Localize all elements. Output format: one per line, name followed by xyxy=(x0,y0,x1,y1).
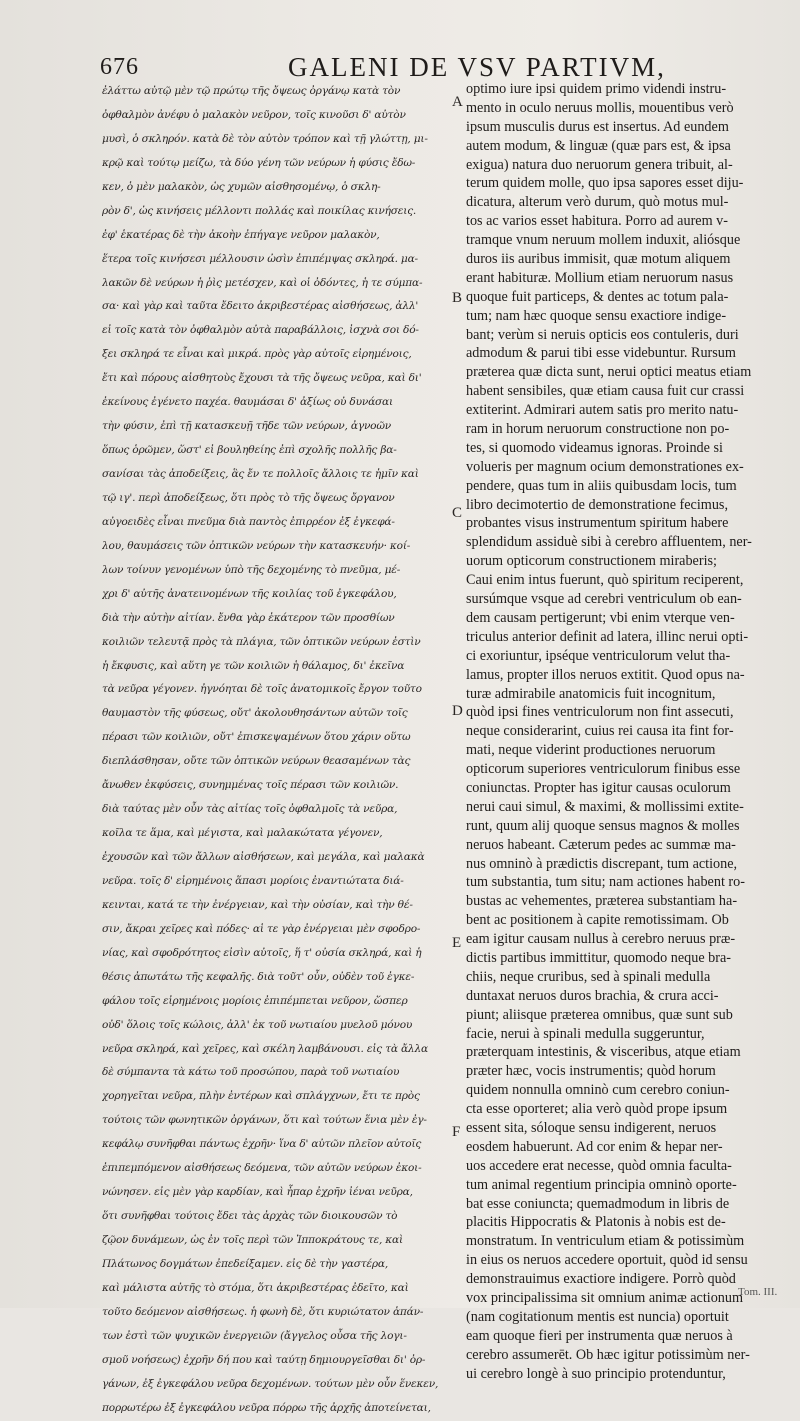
greek-text-line: θέσις ἀπωτάτω τῆς κεφαλῆς. διὰ τοῦτ' οὖν, οὐδὲν τοῦ ἐγκε- xyxy=(102,970,415,983)
latin-text-line: præterquam intestinis, & visceribus, atque etiam xyxy=(466,1044,741,1061)
greek-text-line: πέρασι τῶν κοιλιῶν, οὔτ' ἐπισκεψαμένων ὅτου χάριν οὕτω xyxy=(102,731,411,744)
greek-text-line: διὰ τὴν αὐτὴν αἰτίαν. ἔνθα γὰρ ἑκάτερον τῶν προσθίων xyxy=(102,611,395,624)
latin-text-line: demonstrauimus exactiore indigere. Porrò quòd xyxy=(466,1271,736,1288)
greek-text-line: σα· καὶ γὰρ καὶ ταῦτα ἔδειτο ἀκριβεστέρας αἰσθήσεως, ἀλλ' xyxy=(102,300,419,313)
greek-text-line: τούτοις τῶν φωνητικῶν ὀργάνων, ὅτι καὶ τούτων ἕνια μὲν ἐγ- xyxy=(102,1114,427,1127)
margin-letter-b: B xyxy=(452,290,463,306)
greek-text-line: τῷ ιγ'. περὶ ἀποδείξεως, ὅτι πρὸς τὸ τῆς ὄψεως ὄργανον xyxy=(102,491,395,504)
greek-text-line: ἐπιπεμπόμενον αἰσθήσεως δεόμενα, τῶν αὐτῶν νεύρων ἐκοι- xyxy=(102,1162,422,1175)
latin-text-line: eam quoque fieri per instrumenta quæ neruos à xyxy=(466,1327,733,1344)
latin-text-line: bant; verùm si neruis opticis eos contuleris, duri xyxy=(466,326,739,343)
greek-text-line: εἰ τοῖς κατὰ τὸν ὀφθαλμὸν αὐτὰ παραβάλλοις, ἰσχνὰ σοι δό- xyxy=(102,324,419,337)
greek-text-column xyxy=(102,80,446,1421)
greek-text-line: κρῷ καὶ τούτῳ μείζω, τὰ δύο γένη τῶν νεύρων ἡ φύσις ἔδω- xyxy=(102,156,416,169)
latin-text-line: dem causam pertigerunt; vbi enim vterque ven- xyxy=(466,609,735,626)
greek-text-line: σιν, ἄκραι χεῖρες καὶ πόδες· αἱ τε γὰρ ἐνέργειαι μὲν σφοδρο- xyxy=(102,922,421,935)
latin-text-line: probantes visus instrumentum spiritum habere xyxy=(466,515,729,532)
greek-text-line: λου, θαυμάσεις τῶν ὀπτικῶν νεύρων τὴν κατασκευήν· κοί- xyxy=(102,539,411,552)
greek-text-line: τοῦτο δεόμενον αἰσθήσεως. ἡ φωνὴ δὲ, ὅτι κυριώτατον ἁπάν- xyxy=(102,1305,424,1318)
greek-text-line: ὀφθαλμὸν ἀνέφυ ὁ μαλακὸν νεῦρον, τοῖς κινοῦσι δ' αὐτὸν xyxy=(102,108,406,121)
page-number: 676 xyxy=(100,54,139,80)
greek-text-line: ξει σκληρά τε εἶναι καὶ μικρά. πρὸς γὰρ αὐτοῖς εἰρημένοις, xyxy=(102,348,412,361)
latin-text-line: bustas ac vehementes, præterea substantiam ha- xyxy=(466,893,738,910)
latin-text-line: turæ admirabile anatomicis fuit incognitum, xyxy=(466,685,716,702)
latin-text-line: uos accedere erat necesse, quòd omnia faculta- xyxy=(466,1157,732,1174)
latin-text-line: optimo iure ipsi quidem primo videndi instru- xyxy=(466,81,727,97)
latin-text-line: cta esse oporteret; alia verò quòd prope ipsum xyxy=(466,1101,728,1118)
greek-text-line: τὴν φύσιν, ἐπὶ τῇ κατασκευῇ τῆδε τῶν νεύρων, ἀγνοῶν xyxy=(102,420,392,433)
greek-text-line: κεινται, κατά τε τὴν ἐνέργειαν, καὶ τὴν οὐσίαν, καὶ τὴν θέ- xyxy=(102,898,413,911)
greek-text-line: θαυμαστὸν τῆς φύσεως, οὔτ' ἀκολουθησάντων αὐτῶν τοῖς xyxy=(102,707,408,720)
greek-text-line: νεῦρα σκληρά, καὶ χεῖρες, καὶ σκέλη λαμβάνουσι. εἰς τὰ ἄλλα xyxy=(102,1042,428,1055)
latin-text-line: habent sensibiles, quæ etiam causa fuit cur crassi xyxy=(466,383,745,400)
latin-text-line: nus omninò à prædictis discrepant, tum actione, xyxy=(466,855,738,872)
greek-text-line: κεφάλῳ συνῆφθαι πάντως ἐχρῆν· ἵνα δ' αὐτῶν πλεῖον αὐτοῖς xyxy=(102,1138,422,1151)
latin-text-line: exigua) natura duo neruorum genera tribuit, al- xyxy=(466,156,733,173)
greek-text-line: Πλάτωνος δογμάτων ἐπεδείξαμεν. εἰς δὲ τὴν γαστέρα, xyxy=(102,1257,389,1270)
greek-text-line: λων τοίνυν γενομένων ὑπὸ τῆς δεχομένης τὸ πνεῦμα, μέ- xyxy=(102,563,401,576)
latin-text-line: mati, neque viderint productiones neruorum xyxy=(466,742,716,759)
latin-text-line: dictis partibus immittitur, quomodo neque bra- xyxy=(466,949,732,966)
latin-text-line: Caui enim intus fuerunt, quò spiritum reciperent, xyxy=(466,572,744,589)
latin-text-line: extiterint. Admirari autem satis pro merito natu- xyxy=(466,402,739,419)
latin-text-line: monstratum. In ventriculum etiam & potissimùm xyxy=(466,1233,745,1250)
greek-text-line: αὐγοειδὲς εἶναι πνεῦμα διὰ παντὸς ἐπιρρέον ἐξ ἐγκεφά- xyxy=(102,515,395,528)
latin-text-line: ipsum musculis durus est insertus. Ad eundem xyxy=(466,118,729,135)
latin-text-line: cerebro assumerēt. Ob hæc igitur potissimùm ner- xyxy=(466,1346,750,1363)
latin-text-line: quòd ipsi fines ventriculorum non fint assecuti, xyxy=(466,704,734,721)
greek-text-line: σανίσαι τὰς ἀποδείξεις, ἃς ἔν τε πολλοῖς ἄλλοις τε ἡμῖν καὶ xyxy=(102,468,419,480)
latin-text-line: admodum & parui tibi esse videbuntur. Rursum xyxy=(466,345,736,362)
greek-text-line: κοιλιῶν τελευτᾷ πρὸς τὰ πλάγια, τῶν ὀπτικῶν νεύρων ἐστὶν xyxy=(102,635,421,648)
latin-text-line: neque considerarint, cuius rei causa ita fint for- xyxy=(466,723,734,740)
greek-text-line: ζῷον δυνάμεων, ὡς ἐν τοῖς περὶ τῶν Ἱπποκράτους τε, καὶ xyxy=(102,1234,403,1246)
margin-letter-a: A xyxy=(452,94,463,110)
greek-text-line: χορηγεῖται νεῦρα, πλὴν ἐντέρων καὶ σπλάγχνων, ἔτι τε πρὸς xyxy=(102,1090,420,1103)
latin-text-line: præter hæc, vocis instrumentis; quòd horum xyxy=(466,1063,716,1080)
latin-text-line: ram in horum neruorum constructione non po- xyxy=(466,421,730,438)
greek-text-line: κοῖλα τε ἅμα, καὶ μέγιστα, καὶ μαλακώτατα γέγονεν, xyxy=(102,827,383,840)
margin-letter-e: E xyxy=(452,935,462,951)
latin-text-line: præterea quæ dicta sunt, nerui optici meatus etiam xyxy=(466,364,752,381)
margin-letter-f: F xyxy=(452,1124,461,1140)
latin-text-line: autem modum, & linguæ (quæ pars est, & ipsa xyxy=(466,137,731,154)
latin-text-line: quidem nonnulla omninò cum cerebro coniun- xyxy=(466,1082,730,1099)
greek-text-line: ἔτι καὶ πόρους αἰσθητοὺς ἔχουσι τὰ τῆς ὄψεως νεῦρα, καὶ δι' xyxy=(102,372,422,385)
latin-text-line: bent ac positionem à capite remotissimam. Ob xyxy=(466,912,729,929)
greek-text-line: ἐκείνους ἐγένετο παχέα. θαυμάσαι δ' ἀξίως οὐ δυνάσαι xyxy=(102,396,393,409)
greek-text-line: χρι δ' αὐτῆς ἀνατεινομένων τῆς κοιλίας τοῦ ἐγκεφάλου, xyxy=(102,587,397,600)
latin-text-line: tum; nam hæc quoque sensu exactiore indige- xyxy=(466,307,727,324)
latin-text-line: runt, quum alij quoque sensus magnos & molles xyxy=(466,817,740,834)
margin-letter-d: D xyxy=(452,703,463,719)
latin-text-line: sursúmque vsque ad cerebri ventriculum ob ean- xyxy=(466,591,742,608)
latin-text-line: volueris per magnum ocium demonstrationes ex- xyxy=(466,458,744,475)
latin-text-line: triculus anterior definit ad latera, illinc nerui opti- xyxy=(466,628,749,645)
greek-text-line: ἐφ' ἑκατέρας δὲ τὴν ἀκοὴν ἐπήγαγε νεῦρον μαλακὸν, xyxy=(102,228,380,241)
greek-text-line: νίας, καὶ σφοδρότητος εἰσὶν αὐτοῖς, ἥ τ' οὐσία σκληρά, καὶ ἡ xyxy=(102,946,422,959)
latin-text-line: tes, si quomodo videamus ignoras. Proinde si xyxy=(466,439,723,456)
latin-text-line: bat esse coniuncta; quemadmodum in libris de xyxy=(466,1195,730,1212)
greek-text-line: των ἐστὶ τῶν ψυχικῶν ἐνεργειῶν (ἄγγελος οὖσα τῆς λογι- xyxy=(102,1329,407,1342)
latin-text-line: (nam cogitationum mentis est nuncia) oportuit xyxy=(466,1308,729,1325)
greek-text-line: ἐχουσῶν καὶ τῶν ἄλλων αἰσθήσεων, καὶ μεγάλα, καὶ μαλακὰ xyxy=(102,851,425,863)
latin-text-line: duros iis auribus immisit, quæ motum aliquem xyxy=(466,251,731,268)
latin-text-line: erant habituræ. Mollium etiam neruorum nasus xyxy=(466,269,734,286)
greek-text-line: φάλου τοῖς εἰρημένοις μορίοις ἐπιπέμπεται νεῦρον, ὥσπερ xyxy=(102,994,408,1007)
latin-text-line: splendidum assiduè sibi à cerebro affluentem, ner- xyxy=(466,534,752,551)
greek-text-line: κεν, ὁ μὲν μαλακὸν, ὡς χυμῶν αἰσθησομένῳ, ὁ σκλη- xyxy=(102,180,381,193)
latin-text-line: duntaxat neruos duros brachia, & crura acci- xyxy=(466,987,719,1004)
greek-text-line: ἄνωθεν ἐκφύσεις, συνημμένας τοῖς πέρασι τῶν κοιλιῶν. xyxy=(102,779,399,792)
latin-text-line: vox principalissima sit omnium animæ actionum xyxy=(466,1290,744,1306)
margin-letter-c: C xyxy=(452,505,463,521)
greek-text-line: διὰ ταύτας μὲν οὖν τὰς αἰτίας τοῖς ὀφθαλμοῖς τὰ νεῦρα, xyxy=(102,803,398,816)
greek-text-line: διεπλάσθησαν, οὔτε τῶν ὀπτικῶν νεύρων θεασαμένων τὰς xyxy=(102,755,411,768)
latin-text-line: chiis, neque cruribus, sed à spinali medulla xyxy=(466,968,711,985)
greek-text-line: οὐδ' ὅλοις τοῖς κώλοις, ἀλλ' ἐκ τοῦ νωτιαίου μυελοῦ μόνου xyxy=(102,1018,413,1031)
latin-text-line: pendere, quas tum in aliis quibusdam locis, tum xyxy=(466,477,737,494)
greek-text-line: μυσὶ, ὁ σκληρόν. κατὰ δὲ τὸν αὐτὸν τρόπον καὶ τῇ γλώττῃ, μι- xyxy=(102,132,428,145)
greek-text-line: ἐλάττω αὐτῷ μὲν τῷ πρώτῳ τῆς ὄψεως ὀργάνῳ κατὰ τὸν xyxy=(102,85,401,97)
greek-text-line: τὰ νεῦρα γέγονεν. ἠγνόηται δὲ τοῖς ἀνατομικοῖς ἔργον τοῦτο xyxy=(102,683,422,696)
latin-text-line: ui cerebro longè à suo principio protenduntur, xyxy=(466,1365,726,1382)
latin-text-line: mento in oculo neruus mollis, mouentibus verò xyxy=(466,99,734,116)
greek-text-line: νώνησεν. εἰς μὲν γὰρ καρδίαν, καὶ ἧπαρ ἐχρῆν ἰέναι νεῦρα, xyxy=(102,1186,413,1199)
greek-text-line: ρὸν δ', ὡς κινήσεις μέλλοντι πολλάς καὶ ποικίλας κινήσεις. xyxy=(102,204,417,217)
latin-text-line: placitis Hippocratis & Platonis à nobis est de- xyxy=(466,1214,726,1231)
latin-text-line: eosdem habuerunt. Ad cor enim & hepar ner- xyxy=(466,1138,723,1155)
greek-text-line: δὲ σύμπαντα τὰ κάτω τοῦ προσώπου, παρὰ τοῦ νωτιαίου xyxy=(102,1066,400,1079)
greek-text-line: νεῦρα. τοῖς δ' εἰρημένοις ἅπασι μορίοις ἐναντιώτατα διά- xyxy=(102,874,404,887)
greek-text-line: ἕτερα τοῖς κινήσεσι μέλλουσιν ὠσὶν ἐπιπέμψας σκληρά. μα- xyxy=(102,252,418,265)
latin-text-line: quoque fuit particeps, & dentes ac totum pala- xyxy=(466,288,729,305)
latin-text-line: lamus, propter illos neruos extitit. Quod opus na- xyxy=(466,666,745,683)
greek-text-line: καὶ μάλιστα αὐτῆς τὸ στόμα, ὅτι ἀκριβεστέρας ἐδεῖτο, καὶ xyxy=(102,1281,409,1294)
greek-text-line: σμοῦ νοήσεως) ἐχρῆν δή που καὶ ταύτῃ δημιουργεῖσθαι δι' ὀρ- xyxy=(102,1353,426,1366)
footer-signature: Tom. III. xyxy=(738,1286,778,1298)
latin-text-line: tum substantia, tum situ; nam actiones habent ro- xyxy=(466,874,745,891)
running-title: GALENI DE VSV PARTIVM, xyxy=(288,52,666,82)
latin-text-line: tos ac varios esset habitura. Porro ad aurem v- xyxy=(466,213,728,230)
greek-text-line: ἡ ἔκφυσις, καὶ αὕτη γε τῶν κοιλιῶν ἡ θάλαμος, δι' ἐκεῖνα xyxy=(102,659,405,672)
latin-text-line: nerui caui simul, & maximi, & mollissimi extite- xyxy=(466,798,744,815)
latin-text-line: tum animal regentium principia omninò oporte- xyxy=(466,1176,737,1193)
latin-text-line: libro decimotertio de demonstratione fecimus, xyxy=(466,496,728,513)
latin-text-line: opticorum superiores ventriculorum finibus esse xyxy=(466,761,741,778)
latin-text-line: coniunctas. Propter has igitur causas oculorum xyxy=(466,779,731,796)
latin-text-line: dicatura, alterum verò durum, quò motus mul- xyxy=(466,194,729,211)
latin-text-line: uorum opticorum constructionem miraberis; xyxy=(466,553,717,570)
latin-text-line: in eius os neruos accedere oportuit, quòd id sensu xyxy=(466,1252,748,1269)
latin-text-line: piunt; aliisque præterea omnibus, quæ sunt sub xyxy=(466,1006,733,1023)
latin-text-line: ci exoriuntur, ipséque ventriculorum velut tha- xyxy=(466,647,731,664)
latin-text-line: essent sita, sóloque sensu indigerent, neruos xyxy=(466,1119,717,1136)
latin-text-line: eam igitur causam nullus à cerebro neruus præ- xyxy=(466,931,736,948)
greek-text-line: ὅτι συνῆφθαι τούτοις ἔδει τὰς ἀρχὰς τῶν διοικουσῶν τὸ xyxy=(102,1210,398,1223)
greek-text-line: πορρωτέρω ἐξ ἐγκεφάλου νεῦρα πόρρω τῆς ἀρχῆς ἀποτείνεται, xyxy=(102,1401,431,1414)
greek-text-line: λακῶν δὲ νεύρων ἡ ῥὶς μετέσχεν, καὶ οἱ ὀδόντες, ἡ τε σύμπα- xyxy=(102,276,423,289)
latin-text-line: facie, nerui à spinali medulla suggeruntur, xyxy=(466,1025,705,1042)
latin-text-column xyxy=(466,80,788,1383)
latin-text-line: terum quidem molle, quo ipsa sapores esset diju- xyxy=(466,175,744,192)
greek-text-line: γάνων, ἐξ ἐγκεφάλου νεῦρα δεχομένων. τούτων μὲν οὖν ἕνεκεν, xyxy=(102,1377,439,1390)
greek-text-line: ὅπως ὁρῶμεν, ὥστ' εἰ βουληθείης ἐπὶ σχολῆς πολλῆς βα- xyxy=(102,444,397,457)
latin-text-line: neruos habeant. Cæterum pedes ac summæ ma- xyxy=(466,836,736,853)
latin-text-line: tramque vnum neruum mollem induxit, aliósque xyxy=(466,232,741,249)
